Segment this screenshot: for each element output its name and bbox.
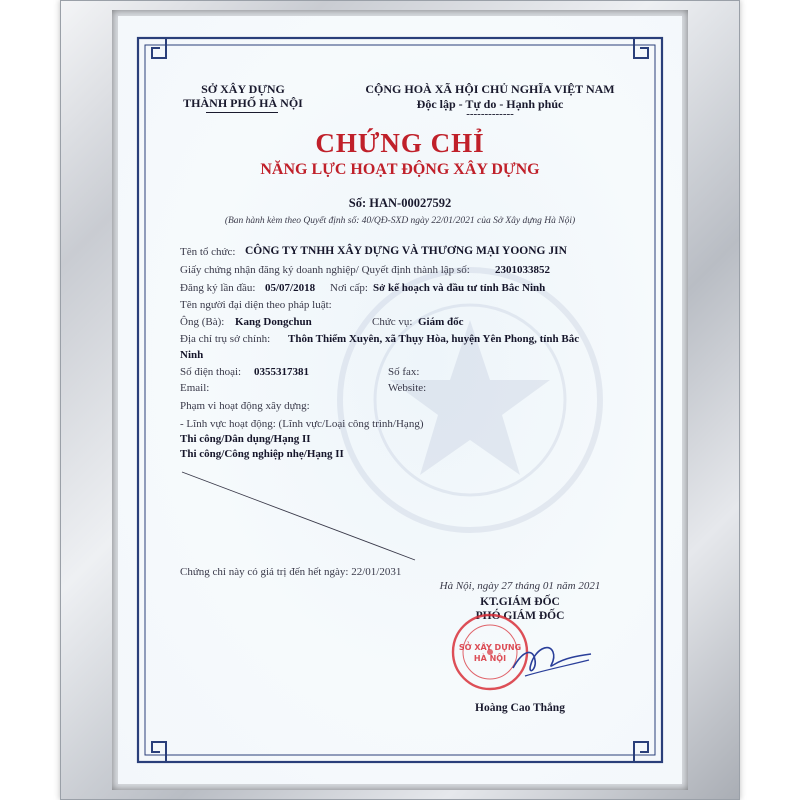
issuer-line-2: THÀNH PHỐ HÀ NỘI [183, 96, 303, 110]
position-value: Giám đốc [418, 316, 464, 328]
certificate-title: CHỨNG CHỈ [315, 128, 485, 158]
place-date: Hà Nội, ngày 27 tháng 01 năm 2021 [439, 580, 601, 592]
org-label: Tên tổ chức: [180, 246, 236, 258]
issued-by-value: Sở kế hoạch và đầu tư tỉnh Bắc Ninh [373, 282, 546, 294]
nation-title: CỘNG HOÀ XÃ HỘI CHỦ NGHĨA VIỆT NAM [365, 82, 615, 96]
person-label: Ông (Bà): [180, 316, 225, 328]
signer-name: Hoàng Cao Thắng [475, 702, 565, 714]
svg-text:SỞ XÂY DỰNG: SỞ XÂY DỰNG [458, 643, 522, 652]
signing-role-1: KT.GIÁM ĐỐC [480, 596, 560, 608]
first-registration-label: Đăng ký lần đầu: [180, 282, 256, 294]
position-label: Chức vụ: [372, 316, 413, 328]
certificate-subtitle: NĂNG LỰC HOẠT ĐỘNG XÂY DỰNG [260, 161, 540, 178]
registration-value: 2301033852 [495, 264, 550, 276]
field-label: - Lĩnh vực hoạt động: (Lĩnh vực/Loại công trình/Hạng) [180, 418, 424, 430]
address-value-line-2: Ninh [180, 349, 204, 361]
blank-space-strike-line [180, 470, 420, 565]
svg-text:HÀ NỘI: HÀ NỘI [473, 654, 507, 663]
person-value: Kang Dongchun [235, 316, 312, 328]
handwritten-signature [505, 630, 595, 690]
certificate-number: Số: HAN-00027592 [348, 196, 452, 210]
org-value: CÔNG TY TNHH XÂY DỰNG VÀ THƯƠNG MẠI YOONG JIN [245, 245, 567, 257]
issuer-underline [206, 112, 278, 113]
scope-item-1: Thi công/Dân dụng/Hạng II [180, 433, 311, 445]
nation-motto: Độc lập - Tự do - Hạnh phúc [416, 97, 564, 111]
scope-label: Phạm vi hoạt động xây dựng: [180, 400, 310, 412]
decision-note: (Ban hành kèm theo Quyết định số: 40/QĐ-SXD ngày 22/01/2021 của Sở Xây dựng Hà Nội) [224, 216, 576, 226]
phone-label: Số điện thoại: [180, 366, 242, 378]
fax-label: Số fax: [388, 366, 420, 378]
phone-value: 0355317381 [254, 366, 309, 378]
website-label: Website: [388, 382, 427, 394]
scope-item-2: Thi công/Công nghiệp nhẹ/Hạng II [180, 448, 344, 460]
first-registration-value: 05/07/2018 [265, 282, 316, 294]
validity-text: Chứng chỉ này có giá trị đến hết ngày: 22/01/2031 [180, 566, 402, 578]
signing-role-2: PHÓ GIÁM ĐỐC [475, 610, 565, 622]
representative-label: Tên người đại diện theo pháp luật: [180, 299, 332, 311]
issued-by-label: Nơi cấp: [330, 282, 368, 294]
address-label: Địa chỉ trụ sở chính: [180, 333, 271, 345]
address-value-line-1: Thôn Thiểm Xuyên, xã Thụy Hòa, huyện Yên Phong, tỉnh Bắc [288, 333, 580, 345]
email-label: Email: [180, 382, 210, 394]
nation-dashes: ------------- [466, 108, 514, 120]
registration-label: Giấy chứng nhận đăng ký doanh nghiệp/ Quyết định thành lập số: [180, 264, 470, 276]
issuer-line-1: SỞ XÂY DỰNG [201, 82, 285, 96]
